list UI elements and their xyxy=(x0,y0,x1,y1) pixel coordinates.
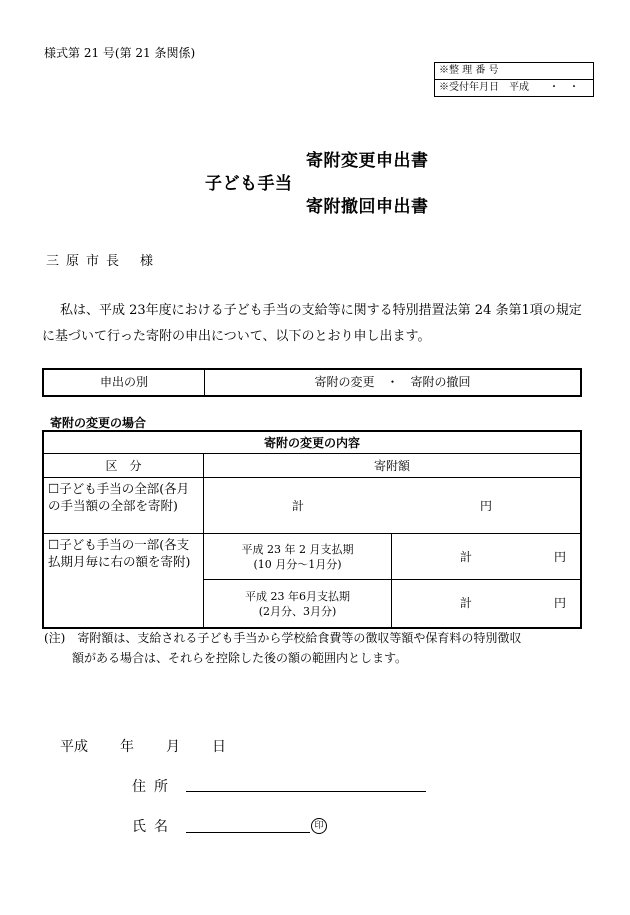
date-day[interactable]: 日 xyxy=(212,739,226,755)
row-all-yen: 円 xyxy=(480,499,493,513)
admin-box xyxy=(434,62,594,97)
name-label: 氏名 xyxy=(132,819,176,835)
note-line-1: (注) 寄附額は、支給される子ども手当から学校給食費等の徴収等額や保育料の特別徴収 xyxy=(44,631,522,645)
addressee-name: 三原市長 xyxy=(46,254,127,269)
feb-months-text: (10 月分～1月分) xyxy=(253,557,342,571)
application-type-label: 申出の別 xyxy=(44,370,205,395)
jun-months-text: (2月分、3月分) xyxy=(258,604,337,618)
feb-yen: 円 xyxy=(554,550,567,564)
name-field[interactable] xyxy=(186,832,310,833)
row-part-jun-period xyxy=(204,580,392,627)
addressee-honorific: 様 xyxy=(140,254,154,269)
note-line-2: 額がある場合は、それらを控除した後の額の範囲内とします。 xyxy=(72,651,408,665)
date-era: 平成 xyxy=(60,739,88,755)
title-child-allowance: 子ども手当 xyxy=(205,174,293,194)
row-part-feb-period xyxy=(204,534,392,580)
jun-yen: 円 xyxy=(554,596,567,610)
jun-total: 計 xyxy=(460,596,473,610)
date-year[interactable]: 年 xyxy=(120,739,134,755)
seal-mark: 印 xyxy=(311,818,327,834)
table-title-text: 寄附の変更の内容 xyxy=(263,436,360,450)
header-category: 区 分 xyxy=(44,454,204,478)
row-all-amount-cell[interactable] xyxy=(204,478,580,534)
addressee xyxy=(46,250,153,269)
application-type-options[interactable]: 寄附の変更 ・ 寄附の撤回 xyxy=(314,375,471,389)
row-part-feb-amount[interactable] xyxy=(392,534,580,580)
date-line xyxy=(60,736,226,756)
form-number: 様式第 21 号(第 21 条関係) xyxy=(44,46,196,60)
address-label: 住所 xyxy=(132,779,176,795)
row-part-jun-amount[interactable] xyxy=(392,580,580,627)
feb-period-text: 平成 23 年 2 月支払期 xyxy=(241,542,354,556)
address-field[interactable] xyxy=(186,791,426,792)
header-amount: 寄附額 xyxy=(204,454,580,478)
table-title xyxy=(44,432,580,454)
note xyxy=(44,628,604,668)
title-donation-change: 寄附変更申出書 xyxy=(306,151,429,171)
body-text: 私は、平成 23年度における子ども手当の支給等に関する特別措置法第 24 条第1項の規定に基づいて行った寄附の申出について、以下のとおり申し出ます。 xyxy=(42,303,582,344)
change-case-heading: 寄附の変更の場合 xyxy=(50,416,147,430)
row-all-label[interactable]: ☐子ども手当の全部(各月の手当額の全部を寄附) xyxy=(44,478,204,534)
feb-total: 計 xyxy=(460,550,473,564)
title-donation-withdrawal: 寄附撤回申出書 xyxy=(306,197,429,217)
jun-period-text: 平成 23 年6月支払期 xyxy=(245,589,350,603)
admin-box-received-date: ※受付年月日 平成 ・ ・ xyxy=(435,79,593,96)
row-all-total: 計 xyxy=(292,499,305,513)
date-month[interactable]: 月 xyxy=(166,739,180,755)
admin-box-reference-number: ※整 理 番 号 xyxy=(439,65,499,76)
change-content-table xyxy=(42,430,582,629)
application-type-table xyxy=(42,368,582,397)
row-part-label[interactable]: ☐子ども手当の一部(各支払期月毎に右の額を寄附) xyxy=(44,534,204,627)
